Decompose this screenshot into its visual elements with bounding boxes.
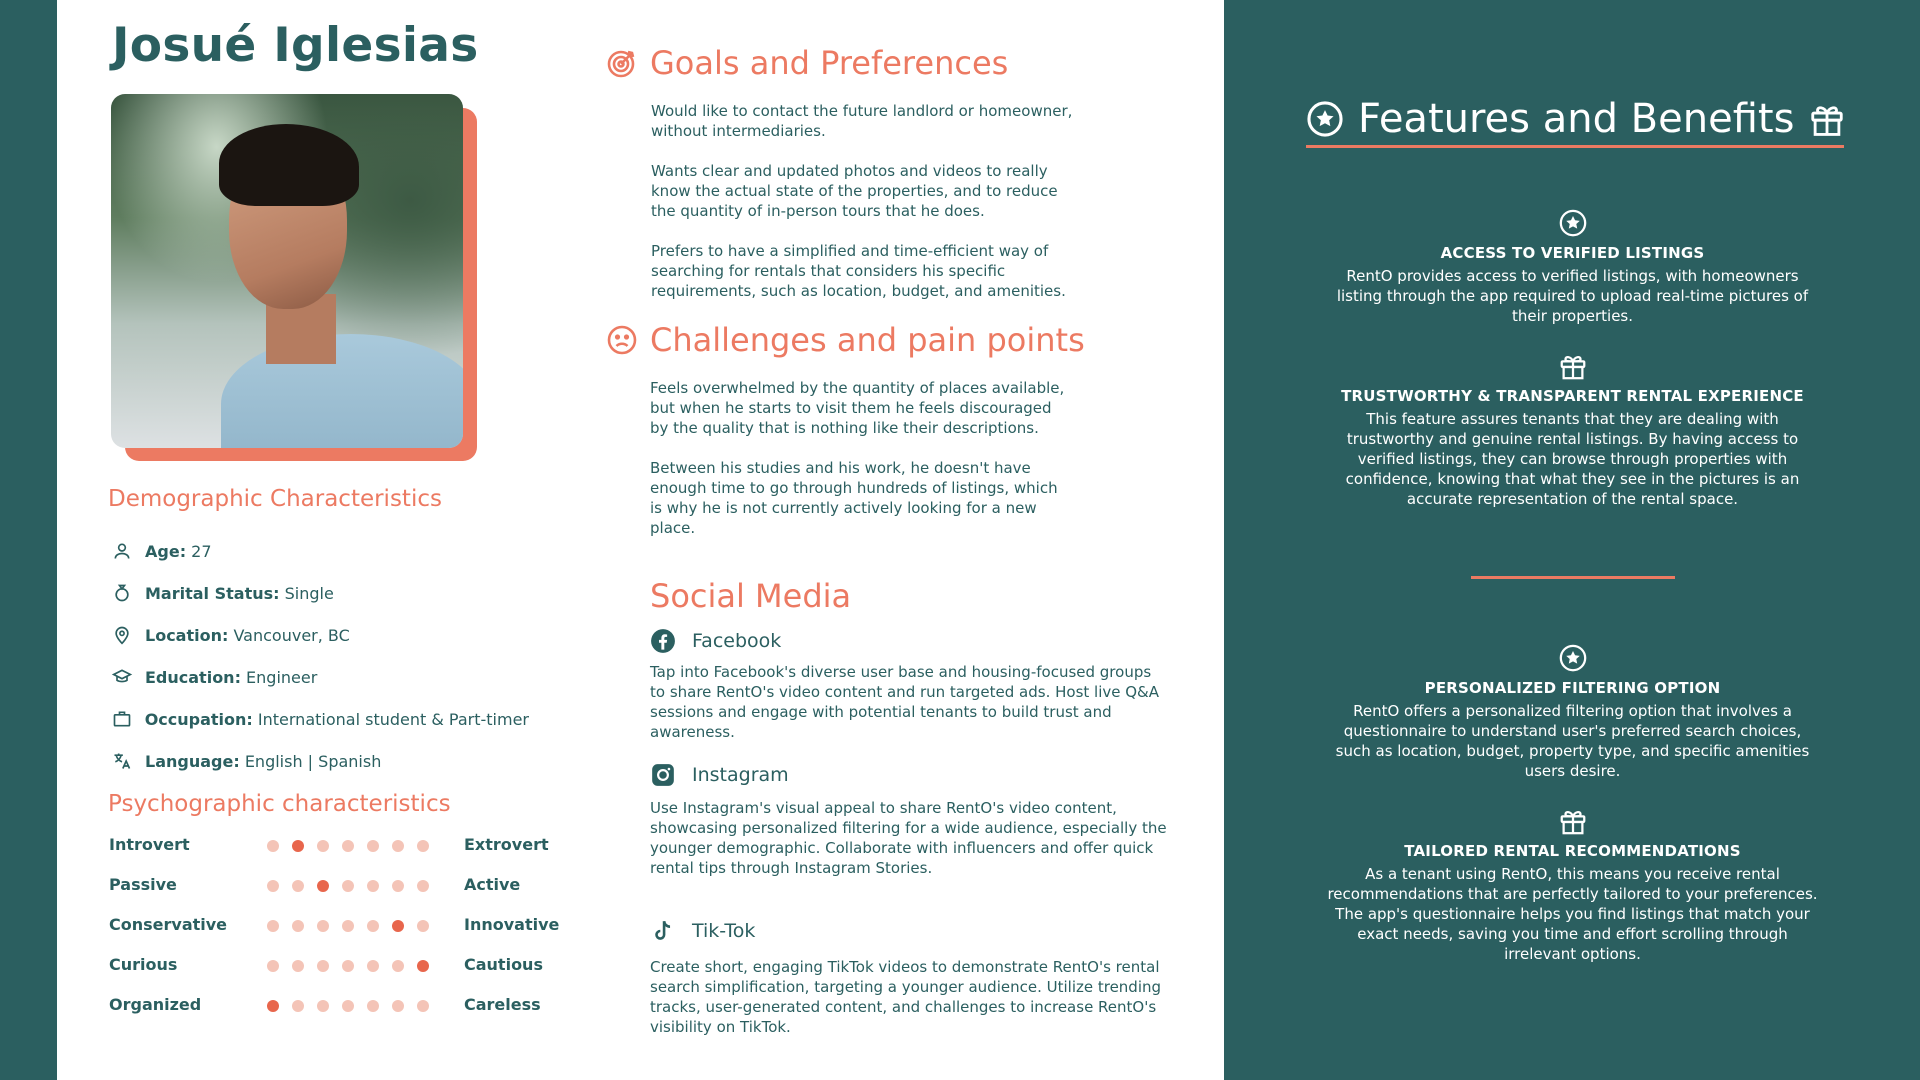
feature-title: PERSONALIZED FILTERING OPTION [1424, 679, 1721, 697]
scale-dot-selected [267, 1000, 279, 1012]
scale-dot [367, 1000, 379, 1012]
scale-dot [417, 840, 429, 852]
psychographic-title: Psychographic characteristics [108, 791, 451, 817]
demographic-occupation: Occupation: International student & Part-timer [109, 698, 529, 740]
challenges-paragraph: Between his studies and his work, he doesn't have enough time to go through hundreds of listings, which is why he is not currently actively looking for a new place. [650, 459, 1058, 537]
psychographic-row: Conservative Innovative [109, 915, 560, 934]
social-instagram-text: Use Instagram's visual appeal to share RentO's video content, showcasing personalized filtering for a wide audience, especially the younger demographic. Collaborate with influencers and offer quick rental tips through Instagram Stories. [650, 799, 1167, 877]
scale-dot [367, 880, 379, 892]
gift-icon [1808, 100, 1846, 138]
psychographic-row: Introvert Extrovert [109, 835, 549, 854]
scale-dot-selected [417, 960, 429, 972]
persona-sheet [57, 0, 1224, 1080]
social-tiktok-text: Create short, engaging TikTok videos to demonstrate RentO's rental search simplification, targeting a younger audience. Utilize trending tracks, user-generated content, and challenges to increase RentO's visibility on TikTok. [650, 958, 1162, 1036]
feature-access-verified [1325, 208, 1820, 326]
scale-dot [267, 920, 279, 932]
scale-dot-selected [292, 840, 304, 852]
feature-title: ACCESS TO VERIFIED LISTINGS [1440, 244, 1705, 262]
scale-dot [367, 960, 379, 972]
ring-icon [109, 580, 135, 606]
scale-dot [292, 880, 304, 892]
social-instagram-heading: Instagram [650, 762, 789, 788]
demographic-location: Location: Vancouver, BC [109, 614, 529, 656]
scale-dot [342, 920, 354, 932]
facebook-icon [650, 628, 676, 654]
person-icon [109, 538, 135, 564]
scale-dot [267, 840, 279, 852]
demographic-title: Demographic Characteristics [108, 486, 442, 512]
gift-icon [1558, 806, 1588, 836]
challenges-title: Challenges and pain points [606, 321, 1085, 359]
demographic-marital: Marital Status: Single [109, 572, 529, 614]
scale-dot-selected [392, 920, 404, 932]
scale-dot [392, 840, 404, 852]
feature-trustworthy [1325, 351, 1820, 509]
feature-personalized-filtering [1325, 643, 1820, 781]
feature-tailored-recommendations [1325, 806, 1820, 964]
scale-dot [317, 1000, 329, 1012]
scale-dot [392, 880, 404, 892]
location-pin-icon [109, 622, 135, 648]
briefcase-icon [109, 706, 135, 732]
star-circle-icon [1558, 643, 1588, 673]
scale-dot [292, 960, 304, 972]
graduation-cap-icon [109, 664, 135, 690]
scale-dot [417, 880, 429, 892]
feature-title: TRUSTWORTHY & TRANSPARENT RENTAL EXPERIENCE [1341, 387, 1804, 405]
sad-face-icon [606, 324, 638, 356]
psychographic-row: Organized Careless [109, 995, 541, 1014]
goals-title: Goals and Preferences [606, 44, 1008, 82]
feature-title: TAILORED RENTAL RECOMMENDATIONS [1404, 842, 1741, 860]
scale-dot [292, 1000, 304, 1012]
goals-paragraph: Wants clear and updated photos and videos to really know the actual state of the properties, and to reduce the quantity of in-person tours that he does. [651, 162, 1058, 220]
psychographic-scales [109, 835, 560, 1035]
scale-dot [342, 880, 354, 892]
scale-dot [317, 920, 329, 932]
features-divider [1471, 576, 1675, 579]
scale-dot [392, 1000, 404, 1012]
psychographic-row: Curious Cautious [109, 955, 543, 974]
scale-dots [267, 880, 442, 892]
scale-dot [417, 1000, 429, 1012]
target-icon [606, 47, 638, 79]
features-title-underline [1306, 145, 1844, 148]
scale-dot [367, 840, 379, 852]
scale-dot [367, 920, 379, 932]
gift-icon [1558, 351, 1588, 381]
social-tiktok-heading: Tik-Tok [650, 918, 755, 944]
goals-paragraph: Prefers to have a simplified and time-efficient way of searching for rentals that considers his specific requirements, such as location, budget, and amenities. [651, 242, 1066, 300]
scale-dot [292, 920, 304, 932]
persona-photo [111, 94, 463, 448]
persona-name: Josué Iglesias [112, 18, 479, 73]
feature-text: RentO provides access to verified listings, with homeowners listing through the app required to upload real-time pictures of their properties. [1336, 267, 1809, 325]
scale-dots [267, 920, 442, 932]
star-circle-icon [1558, 208, 1588, 238]
scale-dots [267, 840, 442, 852]
psychographic-row: Passive Active [109, 875, 521, 894]
scale-dots [267, 960, 442, 972]
social-media-title: Social Media [650, 577, 852, 615]
feature-text: RentO offers a personalized filtering option that involves a questionnaire to understand user's preferred search choices, such as location, budget, property type, and specific amenities users desire. [1335, 702, 1810, 780]
social-facebook-heading: Facebook [650, 628, 781, 654]
scale-dots [267, 1000, 442, 1012]
scale-dot [392, 960, 404, 972]
translate-icon [109, 748, 135, 774]
feature-text: This feature assures tenants that they are dealing with trustworthy and genuine rental listings. By having access to verified listings, they can browse through properties with confidence, knowing that what they see in the pictures is an accurate representation of the rental space. [1345, 410, 1800, 508]
scale-dot [267, 960, 279, 972]
scale-dot-selected [317, 880, 329, 892]
scale-dot [317, 960, 329, 972]
demographic-age: Age: 27 [109, 530, 529, 572]
features-title: Features and Benefits [1306, 96, 1846, 142]
social-facebook-text: Tap into Facebook's diverse user base and housing-focused groups to share RentO's video content and run targeted ads. Host live Q&A sessions and engage with potential tenants to build trust and awareness. [650, 663, 1160, 741]
demographic-language: Language: English | Spanish [109, 740, 529, 782]
scale-dot [342, 960, 354, 972]
goals-paragraph: Would like to contact the future landlord or homeowner, without intermediaries. [651, 102, 1073, 140]
scale-dot [342, 840, 354, 852]
tiktok-icon [650, 918, 676, 944]
star-circle-icon [1306, 100, 1344, 138]
challenges-paragraph: Feels overwhelmed by the quantity of places available, but when he starts to visit them he feels discouraged by the quality that is nothing like their descriptions. [650, 379, 1065, 437]
scale-dot [267, 880, 279, 892]
feature-text: As a tenant using RentO, this means you receive rental recommendations that are perfectly tailored to your preferences. The app's questionnaire helps you find listings that match your exact needs, saving you time and effort scrolling through irrelevant options. [1327, 865, 1818, 963]
scale-dot [342, 1000, 354, 1012]
demographic-list [109, 530, 529, 782]
scale-dot [417, 920, 429, 932]
demographic-education: Education: Engineer [109, 656, 529, 698]
instagram-icon [650, 762, 676, 788]
scale-dot [317, 840, 329, 852]
